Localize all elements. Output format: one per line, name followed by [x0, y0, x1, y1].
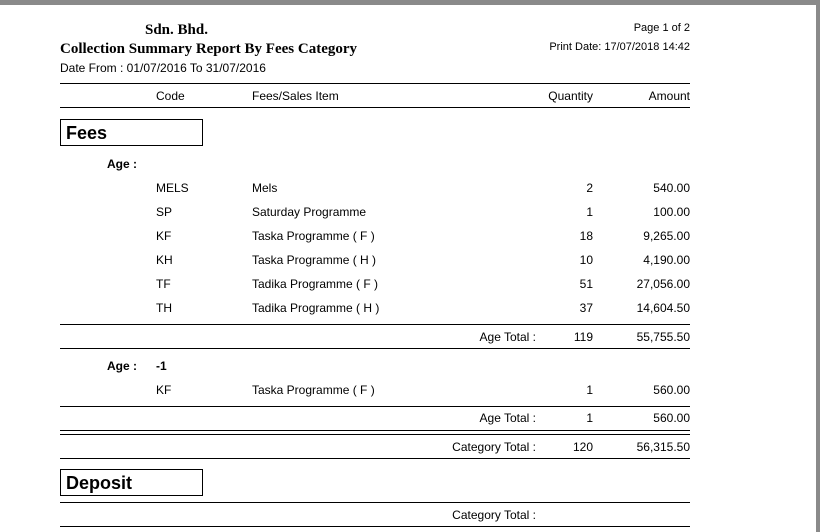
group-label: Age :: [107, 359, 137, 373]
category-total-double-rule: [60, 434, 690, 435]
section-title-deposit: Deposit: [60, 469, 203, 496]
row-quantity: 1: [586, 383, 593, 397]
age-total-amount: 560.00: [653, 411, 690, 425]
row-quantity: 1: [586, 205, 593, 219]
category-total-label: Category Total :: [452, 440, 536, 454]
deposit-rule: [60, 502, 690, 503]
group-value: -1: [156, 359, 167, 373]
row-amount: 9,265.00: [643, 229, 690, 243]
age-total-quantity: 119: [573, 330, 593, 344]
window-top-border: [0, 0, 820, 5]
subtotal-bottom-rule: [60, 348, 690, 349]
row-amount: 100.00: [653, 205, 690, 219]
row-code: SP: [156, 205, 173, 219]
subtotal-rule: [60, 324, 690, 325]
row-item: Taska Programme ( F ): [252, 229, 375, 243]
row-amount: 4,190.00: [643, 253, 690, 267]
column-header-code: Code: [156, 89, 185, 103]
row-code: KF: [156, 383, 172, 397]
header-top-rule: [60, 83, 690, 84]
row-quantity: 51: [579, 277, 593, 291]
age-total-quantity: 1: [586, 411, 593, 425]
column-header-item: Fees/Sales Item: [252, 89, 339, 103]
row-amount: 560.00: [653, 383, 690, 397]
age-total-amount: 55,755.50: [636, 330, 690, 344]
subtotal-rule: [60, 406, 690, 407]
page-indicator: Page 1 of 2: [633, 22, 690, 34]
row-code: KF: [156, 229, 172, 243]
row-item: Saturday Programme: [252, 205, 367, 219]
row-amount: 14,604.50: [636, 301, 690, 315]
row-item: Tadika Programme ( F ): [252, 277, 379, 291]
row-quantity: 18: [579, 229, 593, 243]
row-code: TF: [156, 277, 171, 291]
row-quantity: 10: [579, 253, 593, 267]
group-label: Age :: [107, 157, 137, 171]
category-total-quantity: 120: [572, 440, 593, 454]
row-amount: 540.00: [653, 181, 690, 195]
row-item: Taska Programme ( F ): [252, 383, 375, 397]
row-quantity: 2: [586, 181, 593, 195]
row-code: MELS: [156, 181, 189, 195]
deposit-bottom-rule: [60, 526, 690, 527]
window-right-border: [816, 0, 820, 532]
column-header-amount: Amount: [648, 89, 690, 103]
section-title-fees: Fees: [60, 119, 203, 146]
category-bottom-rule: [60, 458, 690, 459]
print-date: Print Date: 17/07/2018 14:42: [549, 41, 690, 53]
header-bottom-rule: [60, 107, 690, 108]
company-name: Sdn. Bhd.: [145, 22, 208, 38]
row-quantity: 37: [579, 301, 593, 315]
category-total-amount: 56,315.50: [636, 440, 690, 454]
age-total-label: Age Total :: [479, 330, 536, 344]
row-item: Taska Programme ( H ): [252, 253, 377, 267]
row-code: TH: [156, 301, 172, 315]
column-header-quantity: Quantity: [548, 89, 593, 103]
row-item: Mels: [252, 181, 278, 195]
row-amount: 27,056.00: [636, 277, 690, 291]
age-total-label: Age Total :: [479, 411, 536, 425]
category-total-rule: [60, 430, 690, 431]
report-title: Collection Summary Report By Fees Category: [60, 41, 358, 57]
date-range: Date From : 01/07/2016 To 31/07/2016: [60, 61, 266, 75]
deposit-category-total-label: Category Total :: [452, 508, 536, 522]
row-item: Tadika Programme ( H ): [252, 301, 380, 315]
row-code: KH: [156, 253, 173, 267]
